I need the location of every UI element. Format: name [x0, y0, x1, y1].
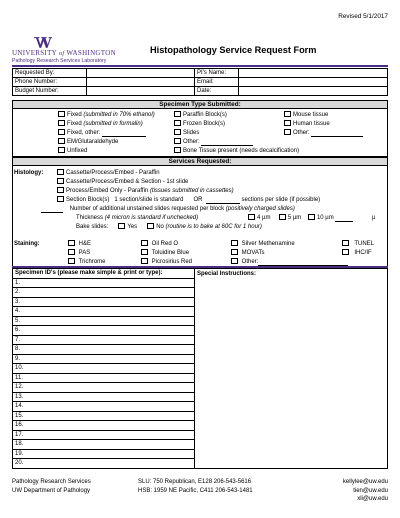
table-row	[13, 402, 388, 412]
checkbox[interactable]	[57, 187, 64, 193]
footer-email-1[interactable]: kellylee@uw.edu	[342, 479, 388, 485]
histology-label: Histology:	[14, 170, 44, 176]
table-row	[13, 430, 388, 440]
stain-silver[interactable]: Silver Methenamine	[231, 240, 295, 248]
footer-email-2[interactable]: tien@uw.edu	[353, 487, 388, 494]
specimen-id-cell[interactable]: 14.	[13, 402, 195, 412]
checkbox[interactable]	[174, 111, 181, 117]
checkbox[interactable]	[141, 249, 148, 255]
special-instructions-cell[interactable]	[195, 392, 388, 402]
specimen-ids-header: Specimen ID's (please make simple & print or type):	[13, 269, 195, 279]
checkbox[interactable]	[58, 147, 65, 153]
table-row	[13, 459, 388, 469]
table-row	[13, 449, 388, 459]
phone-label: Phone Number:	[13, 78, 87, 87]
footer-email-3[interactable]: xli@uw.edu	[357, 496, 388, 502]
requested-by-label: Requested By:	[13, 69, 87, 78]
table-row	[13, 288, 388, 298]
specimen-type-header: Specimen Type Submitted:	[12, 100, 388, 109]
special-instructions-cell[interactable]	[195, 297, 388, 307]
checkbox[interactable]	[58, 138, 65, 144]
stain-oilred[interactable]: Oil Red O	[141, 240, 178, 248]
other2-option[interactable]: Other:	[284, 129, 363, 137]
other2-blank[interactable]	[311, 130, 363, 137]
w-logo-icon	[34, 37, 52, 48]
special-instructions-cell[interactable]	[195, 316, 388, 326]
specimen-id-cell[interactable]: 5.	[13, 316, 195, 326]
checkbox[interactable]	[58, 129, 65, 135]
human-option[interactable]: Human tissue	[284, 120, 330, 128]
revised-date: Revised 5/1/2017	[338, 13, 388, 20]
special-instructions-cell[interactable]	[195, 421, 388, 431]
specimen-id-cell[interactable]: 10.	[13, 364, 195, 374]
special-instructions-cell[interactable]	[195, 459, 388, 469]
checkbox[interactable]	[57, 196, 64, 202]
staining-label: Staining:	[14, 241, 40, 247]
budget-field[interactable]	[87, 87, 195, 96]
em-option[interactable]: EM/Glutaraldehyde	[58, 138, 118, 146]
stain-picrosirius[interactable]: Picrosirius Red	[141, 258, 192, 266]
other-option[interactable]: Other:	[174, 138, 253, 146]
fixed-other-blank[interactable]	[102, 130, 146, 137]
checkbox[interactable]	[174, 120, 181, 126]
bake-row: Bake slides: Yes No (routine is to bake at 60C for 1 hour)	[76, 224, 262, 230]
lab-name: Pathology Research Services Laboratory	[12, 58, 107, 64]
specimen-id-cell[interactable]: 20.	[13, 459, 195, 469]
footer-address	[138, 478, 253, 495]
special-instructions-cell[interactable]	[195, 440, 388, 450]
mouse-option[interactable]: Mouse tissue	[284, 111, 328, 119]
checkbox[interactable]	[68, 258, 75, 264]
checkbox[interactable]	[58, 111, 65, 117]
checkbox[interactable]	[57, 178, 64, 184]
specimen-id-cell[interactable]: 11.	[13, 373, 195, 383]
checkbox-10um[interactable]	[308, 214, 315, 220]
checkbox-5um[interactable]	[279, 214, 286, 220]
special-instructions-header: Special Instructions:	[195, 269, 388, 279]
special-instructions-cell[interactable]	[195, 373, 388, 383]
thickness-options: 4 µm 5 µm 10 µm	[248, 214, 353, 222]
sections-per-slide-blank[interactable]	[206, 197, 240, 204]
table-row	[13, 411, 388, 421]
table-row	[13, 335, 388, 345]
table-row	[13, 326, 388, 336]
fixed-formalin-option[interactable]: Fixed (submitted in formalin)	[58, 120, 143, 128]
stain-pas[interactable]: PAS	[68, 249, 90, 257]
unstained-count-blank[interactable]	[41, 206, 63, 213]
service-option-1[interactable]: Cassette/Process/Embed - Paraffin	[57, 169, 160, 177]
slides-option[interactable]: Slides	[174, 129, 199, 137]
email-field[interactable]	[239, 78, 388, 87]
frozen-option[interactable]: Frozen Block(s)	[174, 120, 225, 128]
footer-hsb: HSB: 1959 NE Pacific, C411 206-543-1481	[138, 487, 253, 494]
date-label: Date:	[195, 87, 239, 96]
specimen-id-cell[interactable]: 17.	[13, 430, 195, 440]
table-row	[13, 345, 388, 355]
stain-movats[interactable]: MOVATs	[231, 249, 264, 257]
footer-emails	[343, 478, 388, 504]
specimen-id-cell[interactable]: 2.	[13, 288, 195, 298]
specimen-id-cell[interactable]: 1.	[13, 278, 195, 288]
checkbox[interactable]	[231, 240, 238, 246]
stain-other-blank[interactable]	[258, 259, 348, 266]
requester-table	[12, 68, 388, 96]
requested-by-field[interactable]	[87, 69, 195, 78]
table-row	[13, 354, 388, 364]
checkbox[interactable]	[284, 120, 291, 126]
budget-label: Budget Number:	[13, 87, 87, 96]
special-instructions-cell[interactable]	[195, 345, 388, 355]
specimen-id-cell[interactable]: 8.	[13, 345, 195, 355]
specimen-id-cell[interactable]: 9.	[13, 354, 195, 364]
table-row	[13, 316, 388, 326]
stain-tunel[interactable]: TUNEL	[342, 240, 374, 248]
footer-slu: SLU: 750 Republican, E128 206-543-5616	[138, 479, 252, 485]
services-header: Services Requested:	[12, 157, 388, 166]
table-row	[13, 307, 388, 317]
special-instructions-cell[interactable]	[195, 411, 388, 421]
table-row	[13, 392, 388, 402]
checkbox[interactable]	[231, 258, 238, 264]
checkbox[interactable]	[342, 249, 349, 255]
university-name: UNIVERSITY of WASHINGTON	[12, 49, 116, 57]
specimen-id-cell[interactable]: 4.	[13, 307, 195, 317]
bake-yes-checkbox[interactable]	[118, 223, 125, 229]
stain-he[interactable]: H&E	[68, 240, 91, 248]
specimen-id-cell[interactable]: 7.	[13, 335, 195, 345]
service-option-2[interactable]: Cassette/Process/Embed & Section - 1st slide	[57, 178, 188, 186]
footer-org-1: Pathology Research Services	[12, 479, 91, 485]
date-field[interactable]	[239, 87, 388, 96]
checkbox[interactable]	[68, 249, 75, 255]
special-instructions-cell[interactable]	[195, 430, 388, 440]
thickness-other-blank[interactable]	[335, 215, 353, 222]
paraffin-option[interactable]: Paraffin Block(s)	[174, 111, 227, 119]
specimen-id-cell[interactable]: 15.	[13, 411, 195, 421]
specimen-id-table	[12, 268, 388, 469]
checkbox[interactable]	[57, 169, 64, 175]
unstained-slides-row: Number of additional unstained slides requested per block (positively charged slides)	[41, 205, 295, 213]
footer-org	[12, 478, 91, 495]
stain-ihc[interactable]: IHC/IF	[342, 249, 372, 257]
fixed-other-option[interactable]: Fixed, other:	[58, 129, 146, 137]
specimen-id-cell[interactable]: 6.	[13, 326, 195, 336]
form-title: Histopathology Service Request Form	[150, 45, 317, 55]
checkbox[interactable]	[174, 147, 181, 153]
service-option-4[interactable]: Section Block(s) 1 section/slide is standard OR sections per slide (if possible)	[57, 196, 320, 204]
checkbox[interactable]	[284, 129, 291, 135]
thickness-tail: µ	[372, 215, 376, 221]
checkbox[interactable]	[141, 258, 148, 264]
table-row	[13, 373, 388, 383]
table-row	[13, 421, 388, 431]
special-instructions-cell[interactable]	[195, 364, 388, 374]
table-row	[13, 440, 388, 450]
thickness-row: Thickness (4 micron is standard if unchecked)	[76, 215, 199, 221]
footer-org-2: UW Department of Pathology	[12, 487, 91, 494]
checkbox[interactable]	[58, 120, 65, 126]
email-label: Email:	[195, 78, 239, 87]
special-instructions-cell[interactable]	[195, 354, 388, 364]
service-option-3[interactable]: Process/Embed Only - Paraffin (tissues submitted in cassettes)	[57, 187, 234, 195]
table-row	[13, 297, 388, 307]
special-instructions-cell[interactable]	[195, 307, 388, 317]
special-instructions-cell[interactable]	[195, 335, 388, 345]
stain-other[interactable]: Other:	[231, 258, 348, 266]
uw-logo	[12, 37, 132, 64]
unfixed-option[interactable]: Unfixed	[58, 147, 87, 155]
other-blank[interactable]	[201, 139, 253, 146]
pi-name-label: PI's Name:	[195, 69, 239, 78]
specimen-id-cell[interactable]: 16.	[13, 421, 195, 431]
fixed-ethanol-option[interactable]: Fixed (submitted in 70% ethanol)	[58, 111, 155, 119]
checkbox[interactable]	[342, 240, 349, 246]
special-instructions-cell[interactable]	[195, 326, 388, 336]
bone-option[interactable]: Bone Tissue present (needs decalcification)	[174, 147, 299, 155]
stain-toluidine[interactable]: Toluidine Blue	[141, 249, 189, 257]
checkbox-4um[interactable]	[248, 214, 255, 220]
pi-name-field[interactable]	[239, 69, 388, 78]
checkbox[interactable]	[231, 249, 238, 255]
checkbox[interactable]	[174, 138, 181, 144]
special-instructions-cell[interactable]	[195, 383, 388, 393]
special-instructions-cell[interactable]	[195, 288, 388, 298]
phone-field[interactable]	[87, 78, 195, 87]
title-divider	[12, 65, 388, 67]
specimen-id-cell[interactable]: 18.	[13, 440, 195, 450]
stain-trichrome[interactable]: Trichrome	[68, 258, 105, 266]
checkbox[interactable]	[68, 240, 75, 246]
checkbox[interactable]	[284, 111, 291, 117]
bake-no-checkbox[interactable]	[147, 223, 154, 229]
special-instructions-cell[interactable]	[195, 402, 388, 412]
specimen-id-cell[interactable]: 12.	[13, 383, 195, 393]
table-row	[13, 278, 388, 288]
specimen-id-cell[interactable]: 13.	[13, 392, 195, 402]
special-instructions-cell[interactable]	[195, 278, 388, 288]
checkbox[interactable]	[174, 129, 181, 135]
specimen-id-cell[interactable]: 19.	[13, 449, 195, 459]
table-row	[13, 364, 388, 374]
specimen-id-cell[interactable]: 3.	[13, 297, 195, 307]
special-instructions-cell[interactable]	[195, 449, 388, 459]
table-row	[13, 383, 388, 393]
checkbox[interactable]	[141, 240, 148, 246]
